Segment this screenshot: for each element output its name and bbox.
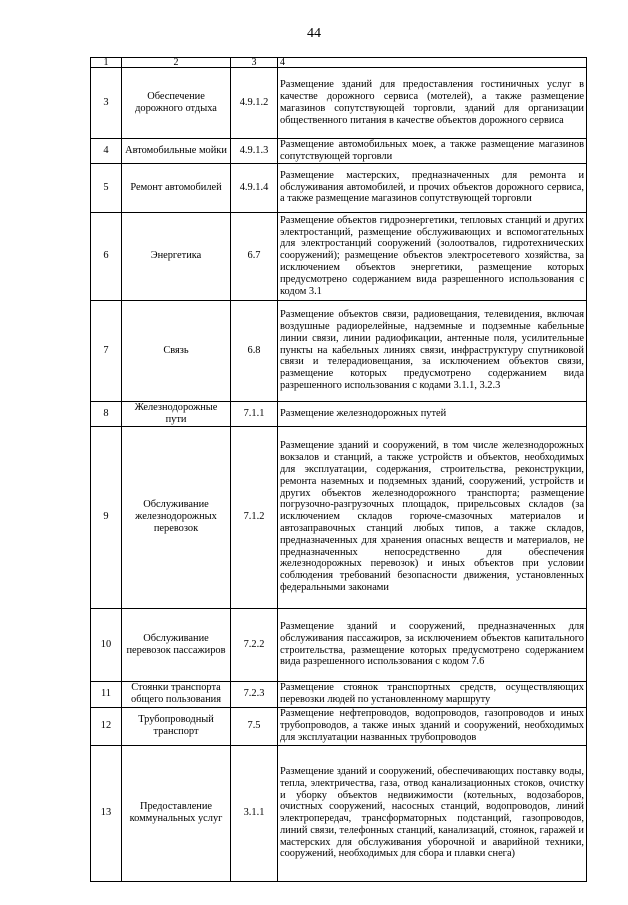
use-name: Обслуживание железнодорожных перевозок (122, 426, 231, 608)
row-number: 5 (91, 163, 122, 212)
use-code: 4.9.1.2 (231, 68, 278, 139)
page-number: 44 (307, 26, 321, 41)
row-number: 9 (91, 426, 122, 608)
table-row (91, 426, 587, 608)
use-description: Размещение стоянок транспортных средств, осуществляющих перевозки людей по установленному маршруту (278, 681, 587, 707)
use-name: Предоставление коммунальных услуг (122, 745, 231, 881)
header-col-3: 3 (231, 58, 278, 68)
use-code: 7.1.2 (231, 426, 278, 608)
use-description: Размещение зданий и сооружений, обеспечивающих поставку воды, тепла, электричества, газа, отвод канализационных стоков, очистку и уборку объектов недвижимости (котельных, водозаборов, очистных сооружений, насосных станций, водопроводов, линий электропередач, трансформаторных подстанций, газопроводов, линий связи, телефонных станций, канализаций, стоянок, гаражей и мастерских для обслуживания уборочной и аварийной техники, сооружений, необходимых для сбора и плавки снега) (278, 745, 587, 881)
use-code: 6.8 (231, 300, 278, 401)
header-col-2: 2 (122, 58, 231, 68)
use-code: 7.2.3 (231, 681, 278, 707)
table-row (91, 745, 587, 881)
header-col-4: 4 (278, 58, 587, 68)
use-code: 7.2.2 (231, 608, 278, 681)
table-row (91, 401, 587, 426)
use-name: Энергетика (122, 212, 231, 300)
table-row (91, 68, 587, 139)
use-code: 4.9.1.3 (231, 139, 278, 164)
row-number: 3 (91, 68, 122, 139)
row-number: 13 (91, 745, 122, 881)
row-number: 8 (91, 401, 122, 426)
use-name: Стоянки транспорта общего пользования (122, 681, 231, 707)
use-description: Размещение объектов связи, радиовещания, телевидения, включая воздушные радиорелейные, надземные и подземные кабельные линии связи, линии радиофикации, антенные поля, усилительные пункты на кабельных линиях связи, инфраструктуру спутниковой связи и телерадиовещания, за исключением объектов связи, размещение которых предусмотрено содержанием вида разрешенного использования с кодами 3.1.1, 3.2.3 (278, 300, 587, 401)
land-use-table (90, 57, 587, 882)
use-code: 4.9.1.4 (231, 163, 278, 212)
table-row (91, 300, 587, 401)
use-description: Размещение автомобильных моек, а также размещение магазинов сопутствующей торговли (278, 139, 587, 164)
row-number: 6 (91, 212, 122, 300)
row-number: 11 (91, 681, 122, 707)
header-col-1: 1 (91, 58, 122, 68)
table-row (91, 707, 587, 745)
use-name: Железнодорожные пути (122, 401, 231, 426)
use-name: Обеспечение дорожного отдыха (122, 68, 231, 139)
table-row (91, 608, 587, 681)
use-code: 6.7 (231, 212, 278, 300)
use-code: 7.5 (231, 707, 278, 745)
use-description: Размещение объектов гидроэнергетики, тепловых станций и других электростанций, размещение обслуживающих и вспомогательных для электростанций сооружений (золоотвалов, гидротехнических сооружений); размещение объектов электросетевого хозяйства, за исключением объектов энергетики, размещение которых предусмотрено содержанием вида разрешенного использования с кодом 3.1 (278, 212, 587, 300)
use-description: Размещение железнодорожных путей (278, 401, 587, 426)
row-number: 7 (91, 300, 122, 401)
row-number: 4 (91, 139, 122, 164)
use-name: Связь (122, 300, 231, 401)
table-row (91, 139, 587, 164)
use-name: Трубопроводный транспорт (122, 707, 231, 745)
table-header-row (91, 58, 587, 68)
use-description: Размещение зданий для предоставления гостиничных услуг в качестве дорожного сервиса (мотелей), а также размещение магазинов сопутствующей торговли, зданий для организации общественного питания в качестве объектов дорожного сервиса (278, 68, 587, 139)
use-name: Ремонт автомобилей (122, 163, 231, 212)
use-description: Размещение зданий и сооружений, предназначенных для обслуживания пассажиров, за исключением объектов капитального строительства, размещение которых предусмотрено содержанием вида разрешенного использования с кодом 7.6 (278, 608, 587, 681)
use-description: Размещение мастерских, предназначенных для ремонта и обслуживания автомобилей, и прочих объектов дорожного сервиса, а также размещение магазинов сопутствующей торговли (278, 163, 587, 212)
table-row (91, 681, 587, 707)
table-row (91, 212, 587, 300)
use-code: 7.1.1 (231, 401, 278, 426)
row-number: 10 (91, 608, 122, 681)
use-code: 3.1.1 (231, 745, 278, 881)
use-description: Размещение нефтепроводов, водопроводов, газопроводов и иных трубопроводов, а также иных зданий и сооружений, необходимых для эксплуатации названных трубопроводов (278, 707, 587, 745)
use-name: Обслуживание перевозок пассажиров (122, 608, 231, 681)
table-row (91, 163, 587, 212)
use-name: Автомобильные мойки (122, 139, 231, 164)
row-number: 12 (91, 707, 122, 745)
use-description: Размещение зданий и сооружений, в том числе железнодорожных вокзалов и станций, а также устройств и объектов, необходимых для эксплуатации, содержания, строительства, реконструкции, ремонта наземных и подземных зданий, сооружений, устройств и других объектов железнодорожного транспорта; размещение погрузочно-разгрузочных площадок, прирельсовых складов (за исключением складов горюче-смазочных материалов и автозаправочных станций любых типов, а также складов, предназначенных для хранения опасных веществ и материалов, не предназначенных непосредственно для обеспечения железнодорожных перевозок) и иных объектов при условии соблюдения требований безопасности движения, установленных федеральными законами (278, 426, 587, 608)
